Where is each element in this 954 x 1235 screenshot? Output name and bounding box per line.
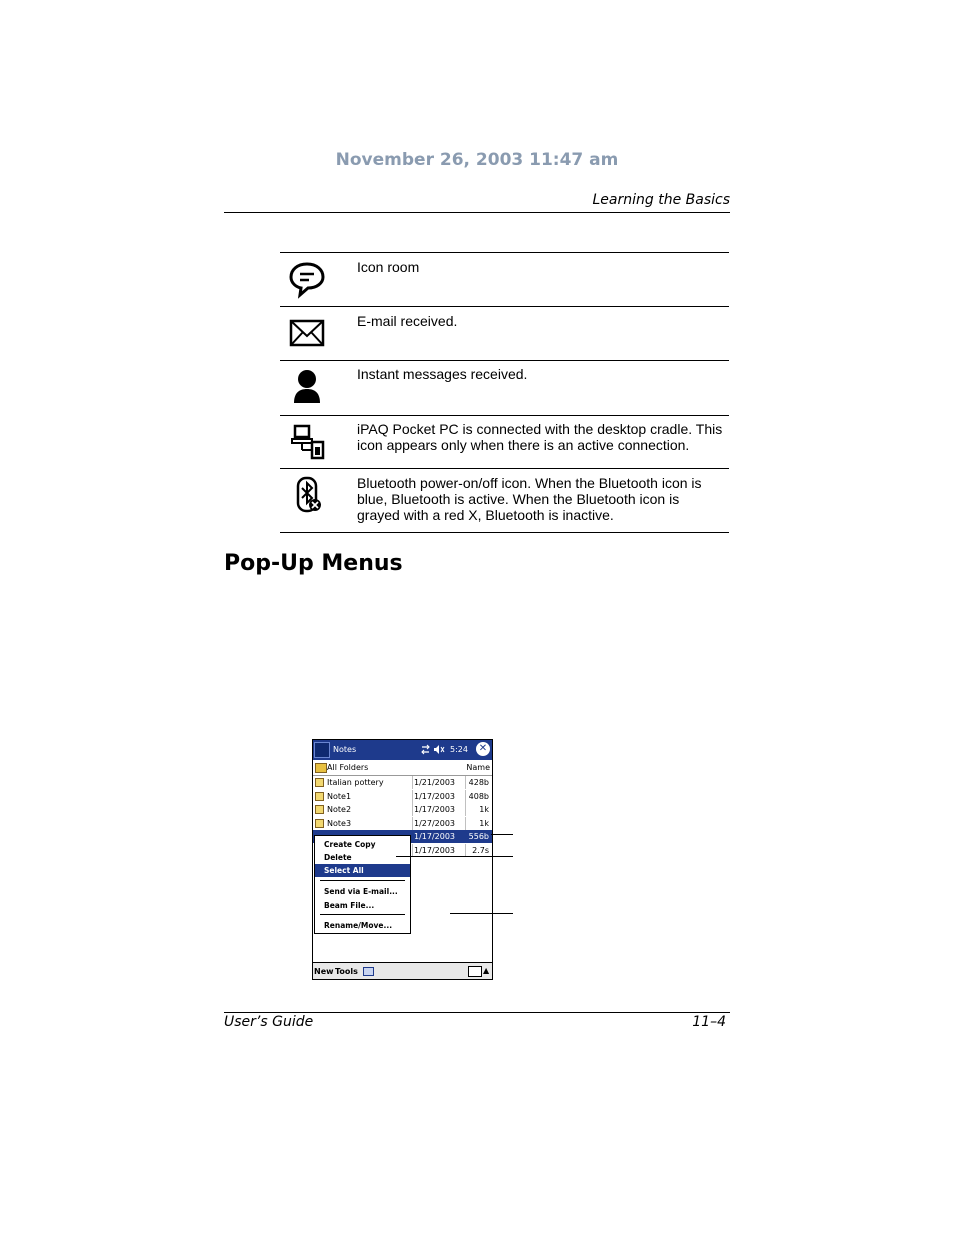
app-title: Notes [333,745,357,754]
page-number: 11–4 [692,1014,726,1030]
person-icon [287,367,327,407]
icon-description: Instant messages received. [357,366,528,382]
menu-bar [313,962,492,980]
column-divider [412,817,413,830]
context-menu [314,835,411,934]
datestamp: November 26, 2003 11:47 am [335,150,619,170]
table-rule [280,306,729,307]
picture-icon[interactable] [363,967,374,976]
menu-item-label: Send via E-mail... [324,887,398,896]
column-divider [412,776,413,789]
icon-description: iPAQ Pocket PC is connected with the desktop cradle. This icon appears only when there is an active connection. [357,421,723,453]
close-icon[interactable]: ✕ [476,742,490,756]
menu-item-rename-move[interactable] [315,919,410,932]
folder-dropdown[interactable]: All Folders [327,763,369,772]
icon-description: Icon room [357,259,420,275]
note-size: 408b [468,792,489,801]
menu-item-delete[interactable] [315,851,410,864]
callout-line [396,856,513,857]
title-bar [313,740,492,760]
menu-item-label: Rename/Move... [324,921,393,930]
menu-item-label: Create Copy [324,840,376,849]
note-date: 1/17/2003 [414,832,456,841]
sort-dropdown[interactable]: Name [466,763,490,772]
note-icon [315,805,324,814]
menu-divider [320,914,405,915]
menu-item-select-all[interactable] [315,864,410,877]
connectivity-icon[interactable] [421,744,445,755]
bluetooth-icon [287,475,327,515]
icon-description: Bluetooth power-on/off icon. When the Bluetooth icon is blue, Bluetooth is active. When the Bluetooth icon is grayed with a red X, Bluetooth is inactive. [357,475,702,523]
input-selector-icon[interactable]: ▲ [483,966,490,975]
section-heading: Pop-Up Menus [224,551,403,576]
note-icon [315,778,324,787]
note-size: 1k [479,805,489,814]
callout-line [491,834,513,835]
table-rule [280,252,729,253]
folder-icon [315,763,327,773]
note-name: Note3 [327,819,352,828]
table-rule [280,532,729,533]
note-date: 1/17/2003 [414,805,456,814]
column-divider [465,776,466,789]
connection-icon [287,422,327,462]
column-divider [412,803,413,816]
column-divider [412,790,413,803]
menu-item-beam-file[interactable] [315,899,410,912]
note-date: 1/17/2003 [414,792,456,801]
note-date: 1/21/2003 [414,778,456,787]
header-rule [224,212,730,213]
menu-item-label: Delete [324,853,352,862]
note-name: Italian pottery [327,778,384,787]
device-screenshot [312,739,493,980]
note-date: 1/17/2003 [414,846,456,855]
icon-description: E-mail received. [357,313,458,329]
list-item[interactable] [313,817,492,830]
running-header: Learning the Basics [592,192,730,208]
column-divider [465,790,466,803]
keyboard-icon[interactable] [468,966,482,977]
note-size: 428b [468,778,489,787]
note-size: 1k [479,819,489,828]
note-name: Note2 [327,805,352,814]
note-icon [315,792,324,801]
list-item[interactable] [313,776,492,789]
menu-item-send-email[interactable] [315,885,410,898]
new-menu[interactable]: New [314,967,334,976]
table-rule [280,360,729,361]
table-rule [280,468,729,469]
note-size: 556b [468,832,489,841]
column-divider [465,817,466,830]
note-size: 2.7s [472,846,489,855]
start-menu-icon[interactable] [314,742,330,758]
list-item[interactable] [313,803,492,816]
envelope-icon [287,314,327,354]
note-name: Note1 [327,792,352,801]
list-item[interactable] [313,790,492,803]
note-date: 1/27/2003 [414,819,456,828]
menu-item-label: Select All [324,866,364,875]
chat-bubble-icon [287,260,327,300]
footer-left: User’s Guide [224,1014,314,1030]
menu-divider [320,880,405,881]
folder-toolbar [313,760,492,776]
tools-menu[interactable]: Tools [335,967,358,976]
table-rule [280,415,729,416]
note-icon [315,819,324,828]
callout-line [450,913,513,914]
menu-item-create-copy[interactable] [315,838,410,851]
column-divider [465,803,466,816]
footer-rule [224,1012,730,1013]
menu-item-label: Beam File... [324,901,375,910]
clock[interactable]: 5:24 [450,745,468,754]
